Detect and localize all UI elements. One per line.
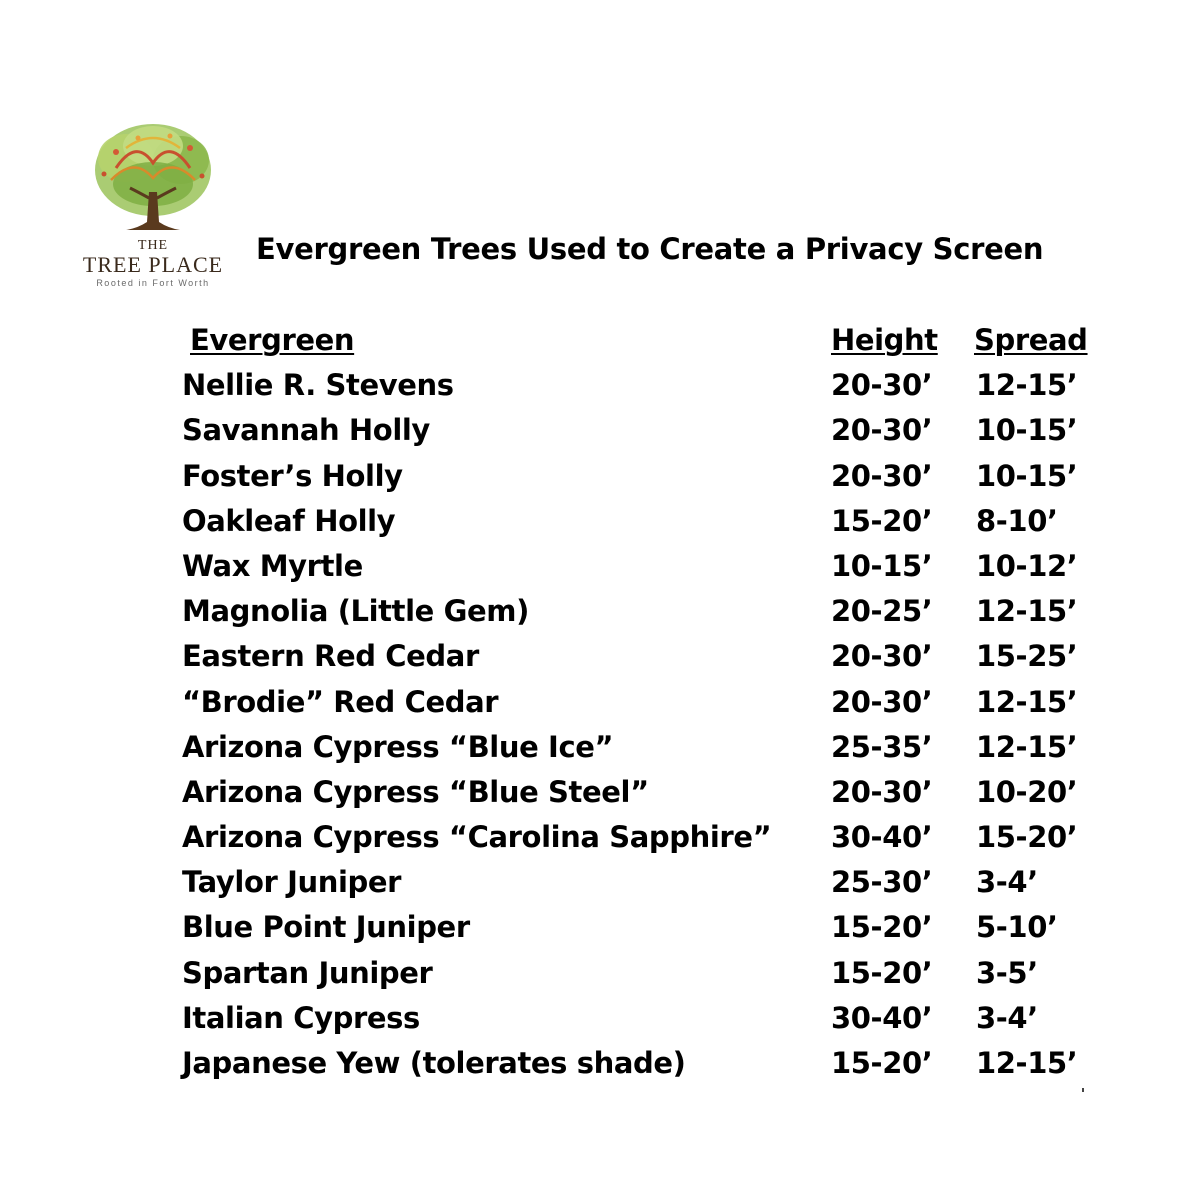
table-row xyxy=(182,639,1102,684)
tree-name: Italian Cypress xyxy=(182,1000,420,1035)
tree-height: 20-25’ xyxy=(831,594,933,629)
tree-spread: 12-15’ xyxy=(976,594,1078,629)
table-row xyxy=(182,865,1102,910)
tree-name: Japanese Yew (tolerates shade) xyxy=(182,1046,686,1080)
header-evergreen: Evergreen xyxy=(190,323,355,357)
header-spread: Spread xyxy=(974,323,1088,357)
tree-height: 10-15’ xyxy=(831,548,933,583)
tree-name: Arizona Cypress “Blue Steel” xyxy=(182,774,649,809)
tree-spread: 15-25’ xyxy=(976,639,1078,674)
tree-name: Foster’s Holly xyxy=(182,458,403,493)
header-height: Height xyxy=(831,323,938,357)
tree-name: Oakleaf Holly xyxy=(182,503,396,538)
tree-height: 15-20’ xyxy=(831,910,933,945)
tree-height: 20-30’ xyxy=(831,458,933,493)
tree-name: “Brodie” Red Cedar xyxy=(182,684,499,719)
tree-height: 20-30’ xyxy=(831,368,933,403)
table-row xyxy=(182,368,1102,413)
tree-spread: 3-4’ xyxy=(976,1000,1038,1035)
tree-name: Taylor Juniper xyxy=(182,865,402,900)
tree-spread: 12-15’ xyxy=(976,1046,1078,1080)
tree-height: 20-30’ xyxy=(831,413,933,448)
tree-spread: 3-5’ xyxy=(976,955,1038,990)
tree-spread: 12-15’ xyxy=(976,729,1078,764)
evergreen-table xyxy=(182,323,1102,1091)
tree-icon xyxy=(86,118,220,240)
tree-spread: 5-10’ xyxy=(976,910,1058,945)
table-row xyxy=(182,413,1102,458)
tree-name: Arizona Cypress “Blue Ice” xyxy=(182,729,614,764)
tree-spread: 8-10’ xyxy=(976,503,1058,538)
tree-height: 20-30’ xyxy=(831,774,933,809)
page-title: Evergreen Trees Used to Create a Privacy Screen xyxy=(256,232,1044,266)
tree-spread: 3-4’ xyxy=(976,865,1038,900)
table-row xyxy=(182,956,1102,1001)
tree-spread: 12-15’ xyxy=(976,684,1078,719)
tree-name: Nellie R. Stevens xyxy=(182,368,454,403)
tree-spread: 10-15’ xyxy=(976,458,1078,493)
table-body xyxy=(182,368,1102,1091)
tree-name: Magnolia (Little Gem) xyxy=(182,594,529,629)
stray-mark xyxy=(1082,1088,1084,1092)
tree-height: 30-40’ xyxy=(831,820,933,855)
tree-height: 25-30’ xyxy=(831,865,933,900)
table-row xyxy=(182,1046,1102,1091)
tree-name: Savannah Holly xyxy=(182,413,430,448)
tree-name: Eastern Red Cedar xyxy=(182,639,479,674)
table-row xyxy=(182,910,1102,955)
table-row xyxy=(182,459,1102,504)
table-row xyxy=(182,504,1102,549)
tree-name: Blue Point Juniper xyxy=(182,910,470,945)
tree-height: 30-40’ xyxy=(831,1000,933,1035)
tree-height: 15-20’ xyxy=(831,503,933,538)
table-row xyxy=(182,730,1102,775)
table-row xyxy=(182,594,1102,639)
tree-height: 15-20’ xyxy=(831,1046,933,1080)
tree-spread: 15-20’ xyxy=(976,820,1078,855)
table-header-row xyxy=(182,323,1102,368)
tree-height: 25-35’ xyxy=(831,729,933,764)
tree-spread: 10-20’ xyxy=(976,774,1078,809)
logo-text-name: TREE PLACE xyxy=(82,252,224,277)
table-row xyxy=(182,775,1102,820)
tree-spread: 12-15’ xyxy=(976,368,1078,403)
logo-tagline: Rooted in Fort Worth xyxy=(96,278,210,288)
table-row xyxy=(182,549,1102,594)
tree-height: 20-30’ xyxy=(831,639,933,674)
table-row xyxy=(182,820,1102,865)
tree-name: Arizona Cypress “Carolina Sapphire” xyxy=(182,820,772,855)
tree-height: 15-20’ xyxy=(831,955,933,990)
tree-spread: 10-12’ xyxy=(976,548,1078,583)
tree-height: 20-30’ xyxy=(831,684,933,719)
logo-text-the: THE xyxy=(137,238,169,253)
tree-name: Spartan Juniper xyxy=(182,955,433,990)
tree-place-logo xyxy=(76,118,230,296)
table-row xyxy=(182,1001,1102,1046)
table-row xyxy=(182,685,1102,730)
tree-name: Wax Myrtle xyxy=(182,548,363,583)
tree-spread: 10-15’ xyxy=(976,413,1078,448)
